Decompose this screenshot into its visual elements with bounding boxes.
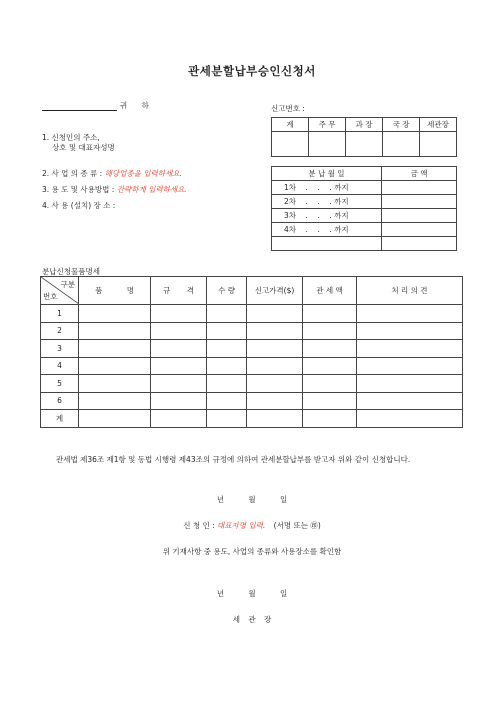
goods-cell[interactable] [207,410,247,428]
installment-date-cell[interactable]: 2차 . . . 까지 [272,195,382,209]
row-number: 3 [41,340,79,358]
application-statement: 관세법 제36조 제1항 및 동법 시행령 제43조의 규정에 의하여 관세분할납부를 받고자 위와 같이 신청합니다. [56,455,411,464]
goods-cell[interactable] [151,375,207,393]
goods-cell[interactable] [357,340,463,358]
goods-cell[interactable] [247,322,303,340]
approval-header-director: 국 장 [383,118,420,132]
usage-method-input[interactable]: 간략하게 입력하세요. [116,185,187,194]
goods-header-qty: 수 량 [207,277,247,305]
business-type-input[interactable]: 해당업종을 입력하세요. [104,169,182,178]
goods-cell[interactable] [79,305,151,323]
goods-cell[interactable] [357,392,463,410]
approval-stamp-cell[interactable] [309,132,346,157]
installment-amount-cell[interactable] [382,181,457,195]
goods-cell[interactable] [303,357,357,375]
goods-cell[interactable] [303,375,357,393]
page-title: 관세분할납부승인신청서 [188,64,316,78]
date-line-customs: 년 월 일 [216,589,288,598]
approval-header-section-chief: 과 장 [346,118,383,132]
goods-cell[interactable] [207,357,247,375]
table-row-total [41,410,463,428]
approval-stamp-cell[interactable] [272,132,309,157]
confirmation-text: 위 기재사항 중 용도, 사업의 종류와 사용장소를 확인함 [162,547,342,556]
goods-table [40,276,463,428]
goods-cell[interactable] [357,375,463,393]
row-number: 5 [41,375,79,393]
goods-cell[interactable] [247,410,303,428]
applicant-sign-row [0,520,504,531]
approval-stamp-cell[interactable] [346,132,383,157]
goods-cell[interactable] [151,340,207,358]
goods-header-spec: 규 격 [151,277,207,305]
sign-or-seal-note: (서명 또는 ㊞) [273,521,321,530]
table-row [41,392,463,410]
goods-cell[interactable] [247,392,303,410]
row-number: 2 [41,322,79,340]
installment-date-cell[interactable]: 1차 . . . 까지 [272,181,382,195]
goods-cell[interactable] [151,392,207,410]
goods-corner-top: 구분 [60,280,75,289]
goods-cell[interactable] [207,392,247,410]
applicant-sign-label: 신 청 인 : [183,521,215,530]
approval-header-clerk: 계 [272,118,309,132]
installment-table [271,166,457,251]
goods-cell[interactable] [303,305,357,323]
goods-cell[interactable] [207,305,247,323]
usage-method-row [42,184,187,195]
installment-amount-cell[interactable] [382,195,457,209]
goods-cell[interactable] [79,322,151,340]
addressee-label: 귀 하 [120,101,155,110]
goods-cell[interactable] [207,375,247,393]
business-type-label: 2. 사 업 의 종 류 : [42,169,103,178]
goods-cell[interactable] [303,392,357,410]
date-line-applicant: 년 월 일 [216,495,288,504]
customs-head-label: 세 관 장 [232,615,272,624]
goods-cell[interactable] [151,305,207,323]
table-row [41,375,463,393]
goods-header-opinion: 처 리 의 견 [357,277,463,305]
goods-cell[interactable] [247,340,303,358]
goods-cell[interactable] [303,410,357,428]
usage-method-label: 3. 용 도 및 사용방법 : [42,185,115,194]
row-total-label: 계 [41,410,79,428]
installment-date-cell[interactable]: 3차 . . . 까지 [272,209,382,223]
goods-header-declared-price: 신고가격($) [247,277,303,305]
goods-cell[interactable] [79,375,151,393]
table-row [41,357,463,375]
table-row [41,305,463,323]
goods-cell[interactable] [79,410,151,428]
goods-header-name: 품 명 [79,277,151,305]
goods-cell[interactable] [207,340,247,358]
installment-header-amount: 금 액 [382,167,457,181]
goods-header-duty: 관 세 액 [303,277,357,305]
installment-date-cell[interactable]: 4차 . . . 까지 [272,223,382,237]
business-type-row [42,168,182,179]
goods-corner-bottom: 번호 [43,292,58,301]
goods-cell[interactable] [247,305,303,323]
addressee-blank-line [42,110,117,111]
install-location-label: 4. 사 용 (설치) 장 소 : [42,201,116,210]
installment-amount-cell[interactable] [382,209,457,223]
goods-cell[interactable] [79,357,151,375]
goods-cell[interactable] [151,410,207,428]
report-number-label: 신고번호 : [271,104,305,113]
approval-stamp-cell[interactable] [420,132,457,157]
goods-cell[interactable] [303,322,357,340]
goods-cell[interactable] [357,410,463,428]
goods-cell[interactable] [151,322,207,340]
approval-table [271,117,457,157]
installment-date-cell[interactable] [272,237,382,251]
applicant-label-line1: 1. 신청인의 주소, [42,133,100,142]
goods-cell[interactable] [357,357,463,375]
installment-amount-cell[interactable] [382,223,457,237]
table-row [41,322,463,340]
applicant-sign-input[interactable]: 대표자명 입력. [217,521,266,530]
goods-cell[interactable] [207,322,247,340]
goods-cell[interactable] [357,305,463,323]
goods-cell[interactable] [151,357,207,375]
approval-stamp-cell[interactable] [383,132,420,157]
approval-header-customs-head: 세관장 [420,118,457,132]
installment-header-date: 분 납 월 일 [272,167,382,181]
installment-amount-cell[interactable] [382,237,457,251]
goods-corner-header [41,277,79,305]
goods-cell[interactable] [79,340,151,358]
goods-cell[interactable] [79,392,151,410]
goods-cell[interactable] [247,375,303,393]
goods-section-label: 분납신청물품명세 [42,267,100,276]
row-number: 6 [41,392,79,410]
approval-header-officer: 주 무 [309,118,346,132]
row-number: 1 [41,305,79,323]
goods-cell[interactable] [357,322,463,340]
row-number: 4 [41,357,79,375]
applicant-label-line2: 상호 및 대표자성명 [52,143,115,152]
table-row [41,340,463,358]
goods-cell[interactable] [247,357,303,375]
goods-cell[interactable] [303,340,357,358]
